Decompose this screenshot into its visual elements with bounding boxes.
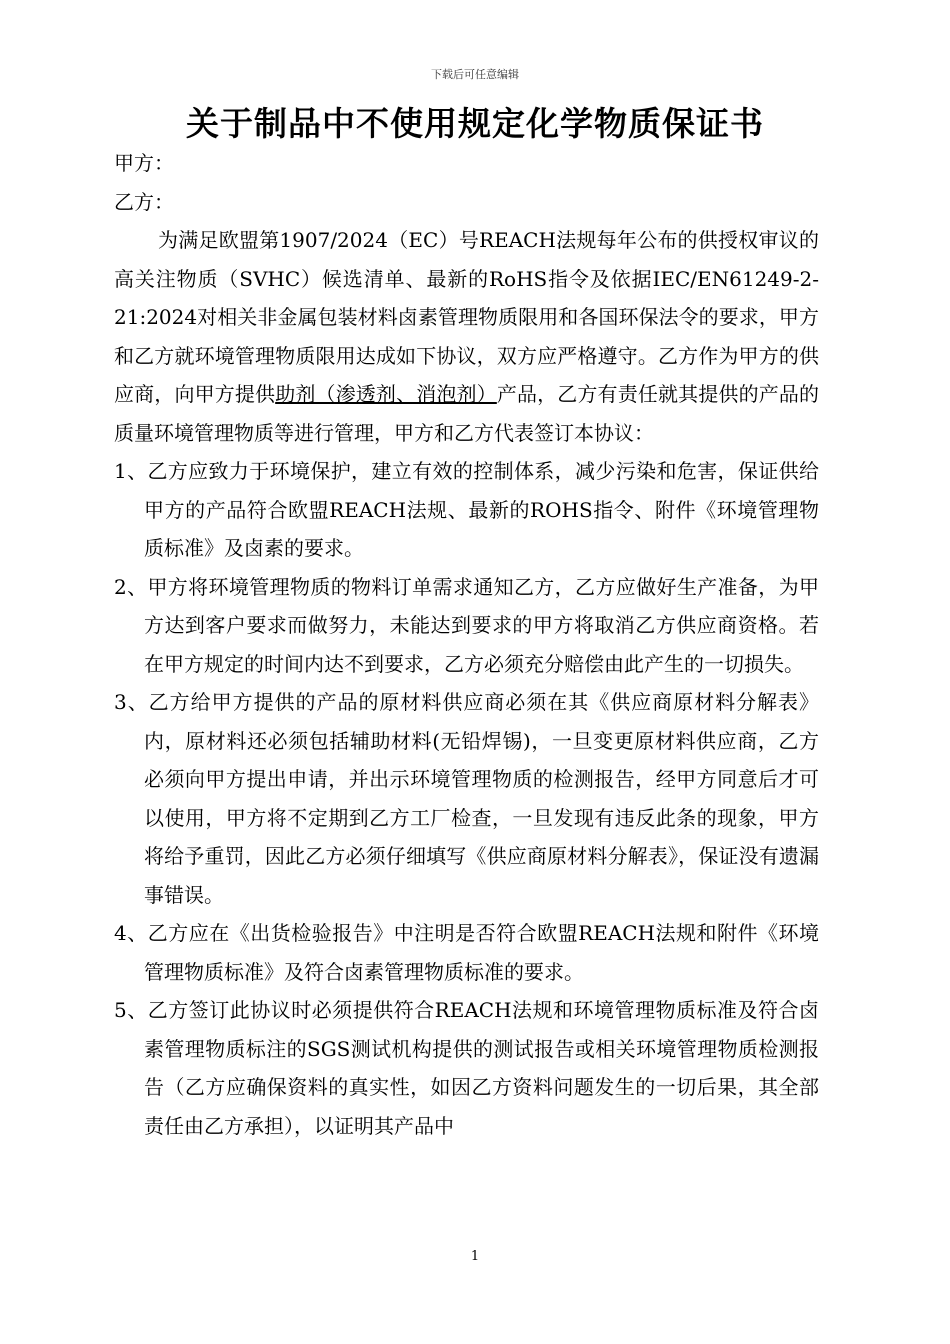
header-note: 下载后可任意编辑 — [431, 68, 519, 81]
intro-product-underlined: 助剂（渗透剂、消泡剂） — [275, 382, 497, 406]
clause-4: 4、乙方应在《出货检验报告》中注明是否符合欧盟REACH法规和附件《环境管理物质标准》及符合卤素管理物质标准的要求。 — [114, 921, 819, 984]
clause-2: 2、甲方将环境管理物质的物料订单需求通知乙方，乙方应做好生产准备，为甲方达到客户要求而做努力，未能达到要求的甲方将取消乙方供应商资格。若在甲方规定的时间内达不到要求，乙方必须充分赔偿由此产生的一切损失。 — [114, 574, 819, 676]
party-b-label: 乙方： — [114, 189, 174, 214]
document-body — [114, 144, 819, 1145]
page-number: 1 — [470, 1249, 480, 1264]
intro-text-part1: 为满足欧盟第1907/2024（EC）号REACH法规每年公布的供授权审议的高关注物质（SVHC）候选清单、最新的RoHS指令及依据IEC/EN61249-2-21:2024对相关非金属包装材料卤素管理物质限用和各国环保法令的要求，甲方和乙方就环境管理物质限用达成如下协议，双方应严格遵守。乙方作为甲方的供应商，向甲方提供 — [114, 228, 819, 406]
clause-5: 5、乙方签订此协议时必须提供符合REACH法规和环境管理物质标准及符合卤素管理物质标注的SGS测试机构提供的测试报告或相关环境管理物质检测报告（乙方应确保资料的真实性，如因乙方资料问题发生的一切后果，其全部责任由乙方承担），以证明其产品中 — [114, 998, 819, 1138]
clause-3: 3、乙方给甲方提供的产品的原材料供应商必须在其《供应商原材料分解表》内，原材料还必须包括辅助材料(无铅焊锡)，一旦变更原材料供应商，乙方必须向甲方提出申请，并出示环境管理物质的检测报告，经甲方同意后才可以使用，甲方将不定期到乙方工厂检查，一旦发现有违反此条的现象，甲方将给予重罚，因此乙方必须仔细填写《供应商原材料分解表》，保证没有遗漏事错误。 — [114, 690, 819, 907]
document-title: 关于制品中不使用规定化学物质保证书 — [186, 104, 764, 143]
intro-paragraph — [114, 221, 819, 452]
party-a-label: 甲方： — [114, 151, 174, 175]
intro-text-part2: 产品，乙方有责任就其提供的产品的质量环境管理物质等进行管理，甲方和乙方代表签订本协议： — [114, 382, 820, 445]
clause-1: 1、乙方应致力于环境保护，建立有效的控制体系，减少污染和危害，保证供给甲方的产品符合欧盟REACH法规、最新的ROHS指令、附件《环境管理物质标准》及卤素的要求。 — [114, 459, 819, 560]
